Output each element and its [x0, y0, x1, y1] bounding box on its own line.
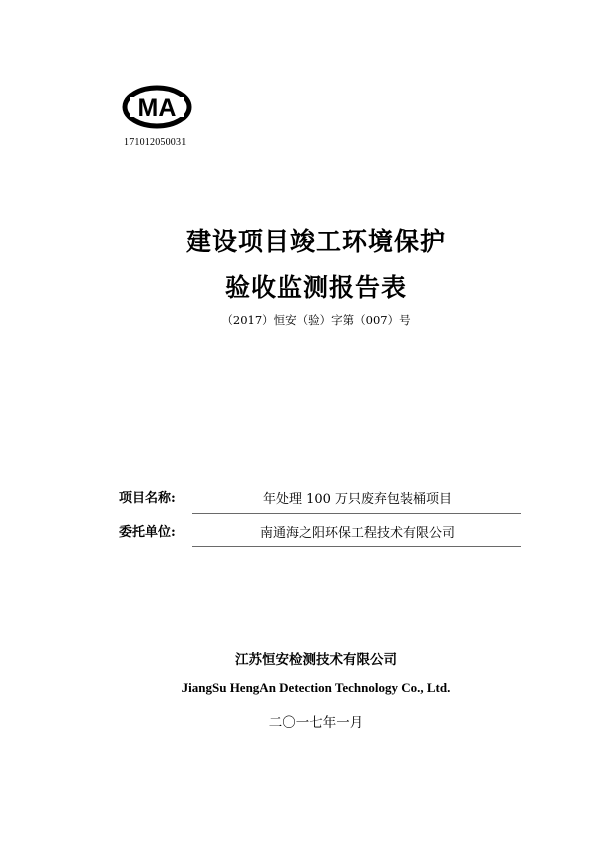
- report-title-line2: 验收监测报告表: [224, 273, 407, 302]
- project-name-label: 项目名称:: [119, 491, 176, 506]
- report-title-line1: 建设项目竣工环境保护: [185, 227, 446, 256]
- project-name-value: 年处理 100 万只废弃包装桶项目: [262, 492, 453, 507]
- cma-logo-lettering: MA: [137, 94, 177, 122]
- client-underline: [192, 546, 521, 547]
- client-label: 委托单位:: [119, 525, 176, 540]
- issuer-name-chinese: 江苏恒安检测技术有限公司: [235, 652, 397, 668]
- project-name-underline: [192, 513, 521, 514]
- client-value: 南通海之阳环保工程技术有限公司: [259, 526, 455, 541]
- cma-certification-logo: [122, 84, 192, 130]
- document-number: （2017）恒安（验）字第（007）号: [221, 313, 411, 327]
- report-date: 二〇一七年一月: [268, 715, 364, 731]
- certificate-number: 171012050031: [124, 137, 187, 148]
- issuer-name-english: JiangSu HengAn Detection Technology Co., Ltd.: [181, 680, 451, 695]
